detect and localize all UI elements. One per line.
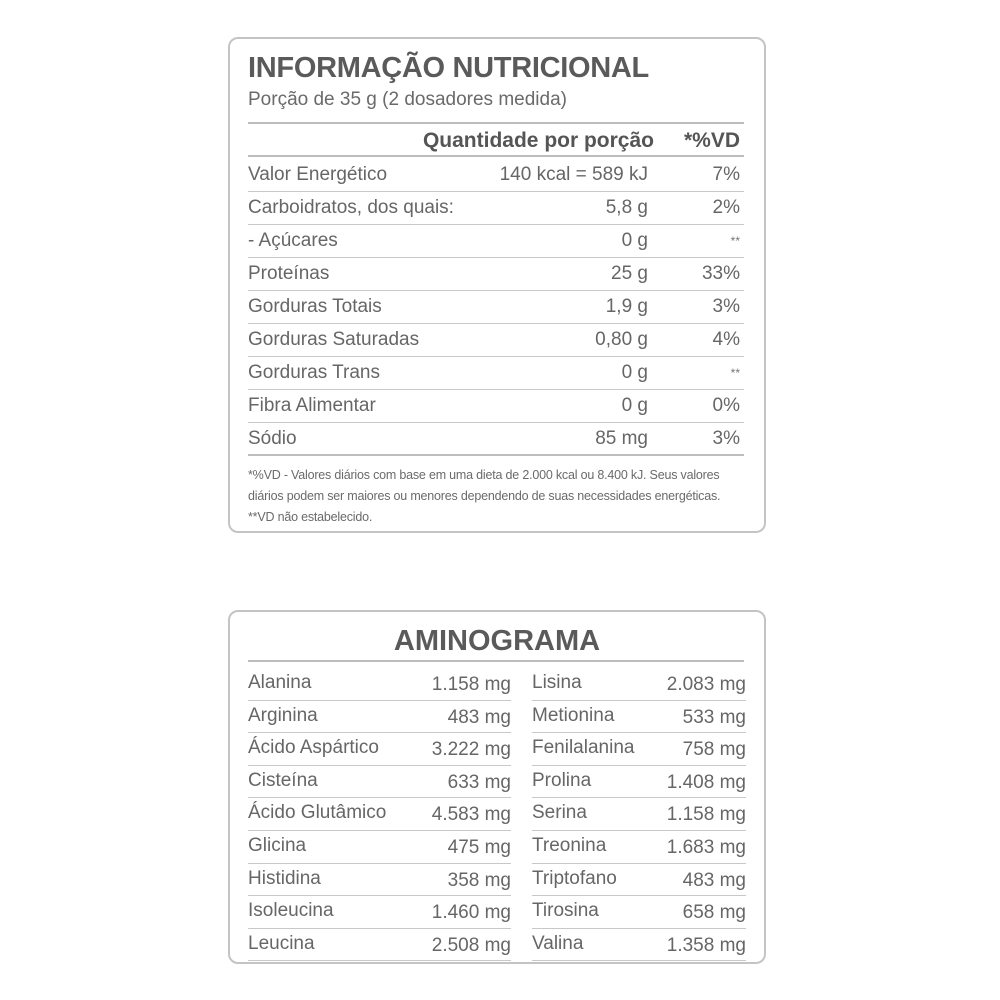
amino-value: 4.583 mg <box>431 804 511 826</box>
amino-value: 475 mg <box>447 836 511 858</box>
amino-name: Prolina <box>532 769 592 791</box>
amino-name: Tirosina <box>532 900 599 922</box>
amino-value: 1.683 mg <box>666 836 746 858</box>
amino-name: Treonina <box>532 834 607 856</box>
amino-value: 358 mg <box>447 869 511 891</box>
table-row <box>248 357 744 390</box>
amino-name: Lisina <box>532 672 582 693</box>
table-row <box>248 258 744 291</box>
aminogram-right-column <box>532 668 746 961</box>
nutrient-quantity: 140 kcal = 589 kJ <box>499 164 648 185</box>
nutrient-name: Gorduras Totais <box>248 296 382 317</box>
aminogram-left-column <box>248 668 511 961</box>
amino-value: 533 mg <box>682 706 746 728</box>
nutrient-name: Sódio <box>248 428 297 449</box>
table-row <box>248 864 511 897</box>
amino-name: Leucina <box>248 932 315 954</box>
amino-value: 633 mg <box>447 771 511 793</box>
amino-value: 2.508 mg <box>431 934 511 956</box>
table-row <box>532 929 746 962</box>
amino-name: Isoleucina <box>248 900 334 922</box>
table-row <box>248 896 511 929</box>
nutrient-vd: 4% <box>712 329 740 350</box>
table-row <box>248 192 744 225</box>
header-quantity: Quantidade por porção <box>422 129 654 152</box>
amino-name: Arginina <box>248 704 318 726</box>
amino-value: 1.158 mg <box>666 804 746 826</box>
table-row <box>248 929 511 962</box>
aminogram-title: AMINOGRAMA <box>393 625 601 657</box>
nutrient-name: Carboidratos, dos quais: <box>248 197 454 218</box>
amino-value: 2.083 mg <box>666 674 746 695</box>
nutrient-quantity: 25 g <box>611 263 648 284</box>
portion-size: Porção de 35 g (2 dosadores medida) <box>248 89 567 110</box>
amino-value: 3.222 mg <box>431 739 511 761</box>
table-row <box>532 798 746 831</box>
amino-value: 1.408 mg <box>666 771 746 793</box>
table-row <box>248 831 511 864</box>
header-vd: *%VD <box>683 129 740 152</box>
nutrient-vd: 3% <box>712 428 740 449</box>
nutrient-vd: 0% <box>712 395 740 416</box>
nutrition-table-header <box>248 122 744 157</box>
nutrient-vd: 33% <box>701 263 740 284</box>
table-row <box>532 701 746 734</box>
table-row <box>532 831 746 864</box>
nutrient-quantity: 0 g <box>621 395 648 416</box>
nutrient-quantity: 0 g <box>621 362 648 383</box>
nutrient-name: - Açúcares <box>248 230 338 251</box>
table-row <box>248 733 511 766</box>
amino-value: 1.358 mg <box>666 934 746 956</box>
nutrient-vd: ** <box>730 366 740 380</box>
nutrient-vd: 3% <box>712 296 740 317</box>
nutrition-title: INFORMAÇÃO NUTRICIONAL <box>248 52 649 84</box>
amino-name: Ácido Glutâmico <box>248 802 387 824</box>
aminogram-panel <box>228 610 766 964</box>
table-row <box>248 390 744 423</box>
amino-value: 483 mg <box>682 869 746 891</box>
amino-name: Ácido Aspártico <box>248 737 379 759</box>
table-row <box>248 798 511 831</box>
amino-name: Triptofano <box>532 867 617 889</box>
header-divider <box>248 660 744 662</box>
table-row <box>248 291 744 324</box>
table-row <box>532 864 746 897</box>
table-row <box>532 766 746 799</box>
amino-name: Histidina <box>248 867 321 889</box>
table-row <box>248 668 511 701</box>
nutrient-name: Proteínas <box>248 263 330 284</box>
table-row <box>248 423 744 456</box>
amino-name: Cisteína <box>248 769 318 791</box>
amino-value: 1.460 mg <box>431 902 511 924</box>
amino-name: Fenilalanina <box>532 737 635 759</box>
nutrient-quantity: 1,9 g <box>605 296 648 317</box>
amino-name: Alanina <box>248 672 312 693</box>
nutrition-facts-panel <box>228 37 766 533</box>
amino-value: 1.158 mg <box>431 674 511 695</box>
table-row <box>532 668 746 701</box>
nutrient-quantity: 0,80 g <box>595 329 648 350</box>
nutrient-name: Fibra Alimentar <box>248 395 376 416</box>
nutrient-quantity: 85 mg <box>595 428 648 449</box>
nutrient-vd: 7% <box>712 164 740 185</box>
nutrient-vd: ** <box>730 234 740 248</box>
amino-name: Metionina <box>532 704 615 726</box>
amino-name: Serina <box>532 802 587 824</box>
table-row <box>532 733 746 766</box>
table-row <box>532 896 746 929</box>
table-row <box>248 701 511 734</box>
nutrient-name: Gorduras Trans <box>248 362 380 383</box>
nutrient-name: Valor Energético <box>248 164 388 185</box>
amino-value: 758 mg <box>682 739 746 761</box>
nutrient-vd: 2% <box>712 197 740 218</box>
amino-value: 483 mg <box>447 706 511 728</box>
nutrient-quantity: 5,8 g <box>605 197 648 218</box>
amino-value: 658 mg <box>682 902 746 924</box>
nutrient-quantity: 0 g <box>621 230 648 251</box>
amino-name: Glicina <box>248 834 307 856</box>
amino-name: Valina <box>532 932 584 954</box>
nutrition-footnote: *%VD - Valores diários com base em uma dieta de 2.000 kcal ou 8.400 kJ. Seus valores diários podem ser maiores ou menores dependendo de suas necessidades energéticas. **VD não estabelecido. <box>248 468 721 524</box>
table-row <box>248 225 744 258</box>
nutrient-name: Gorduras Saturadas <box>248 329 420 350</box>
table-row <box>248 324 744 357</box>
table-row <box>248 159 744 192</box>
nutrition-table <box>248 159 744 456</box>
table-row <box>248 766 511 799</box>
